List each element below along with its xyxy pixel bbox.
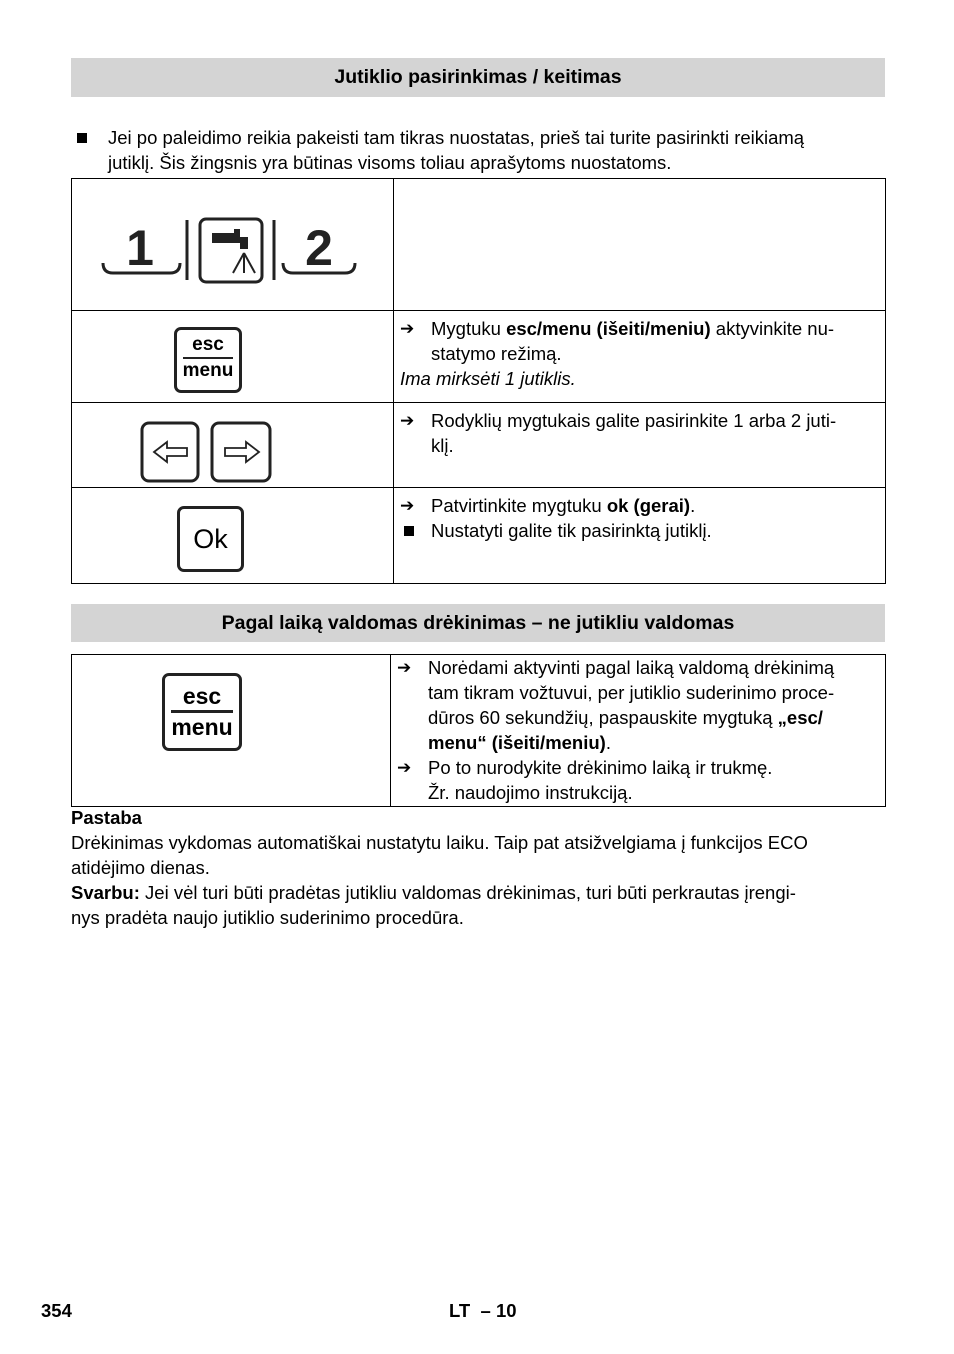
note-important: Svarbu: Jei vėl turi būti pradėtas jutikliu valdomas drėkinimas, turi būti perkrautas įrengi- xyxy=(71,882,796,903)
display-icon-cell xyxy=(72,179,394,311)
note-line-1: Drėkinimas vykdomas automatiškai nustatytu laiku. Taip pat atsižvelgiama į funkcijos ECO xyxy=(71,832,808,853)
note-block xyxy=(71,805,885,930)
footer-section-label: LT – 10 xyxy=(449,1300,517,1321)
intro-line-2: jutiklį. Šis žingsnis yra būtinas visoms toliau aprašytoms nuostatoms. xyxy=(108,152,672,173)
faucet-sprinkler-icon xyxy=(212,229,255,273)
ok-key-icon xyxy=(177,506,244,572)
sensor-display-icon xyxy=(100,215,360,285)
section-title-timed-watering: Pagal laiką valdomas drėkinimas – ne jutikliu valdomas xyxy=(71,604,885,642)
arrow-keys-icon xyxy=(140,421,274,485)
display-text-cell xyxy=(394,179,886,311)
note-line-4: nys pradėta naujo jutiklio suderinimo procedūra. xyxy=(71,907,464,928)
table-row xyxy=(72,403,886,488)
sensor-steps-table xyxy=(71,178,886,584)
note-line-2: atidėjimo dienas. xyxy=(71,857,210,878)
bullet-square xyxy=(77,133,87,143)
display-digit-1: 1 xyxy=(126,220,154,276)
arrow-left-key-icon xyxy=(142,423,198,481)
esc-label: esc xyxy=(182,683,222,709)
ok-label: Ok xyxy=(193,524,228,554)
arrow-keys-icon-cell xyxy=(72,403,394,488)
ok-text-cell: ➔ Patvirtinkite mygtuku ok (gerai). Nustatyti galite tik pasirinktą jutiklį. xyxy=(394,488,886,584)
intro-paragraph xyxy=(71,125,891,175)
table-row xyxy=(72,311,886,403)
arrow-right-icon: ➔ xyxy=(400,411,415,430)
section-title-sensor-selection: Jutiklio pasirinkimas / keitimas xyxy=(71,58,885,97)
note-heading: Pastaba xyxy=(71,807,142,828)
menu-label: menu xyxy=(171,714,233,740)
page-number: 354 xyxy=(41,1300,72,1321)
esc-menu-key-icon xyxy=(174,327,242,393)
ok-icon-cell xyxy=(72,488,394,584)
table-row xyxy=(72,655,886,807)
esc-menu-icon-cell xyxy=(72,655,391,807)
arrow-keys-text-cell: ➔ Rodyklių mygtukais galite pasirinkite 1 arba 2 juti- klį. xyxy=(394,403,886,488)
timed-watering-text-cell: ➔ Norėdami aktyvinti pagal laiką valdomą drėkinimą tam tikram vožtuvui, per jutiklio suderinimo proce- dūros 60 sekundžių, paspauskite mygtuką „esc/ menu“ (išeiti/meniu). ➔ Po to nurodykite drėkinimo laiką ir trukmę. Žr. naudojimo instrukciją. xyxy=(391,655,886,807)
arrow-right-icon: ➔ xyxy=(397,658,412,677)
arrow-right-key-icon xyxy=(212,423,270,481)
table-row xyxy=(72,488,886,584)
esc-menu-key-icon xyxy=(162,673,242,751)
esc-menu-icon-cell xyxy=(72,311,394,403)
esc-label: esc xyxy=(192,334,224,355)
arrow-right-icon: ➔ xyxy=(397,758,412,777)
arrow-right-icon: ➔ xyxy=(400,319,415,338)
bullet-square xyxy=(404,526,414,536)
esc-menu-text-cell: ➔ Mygtuku esc/menu (išeiti/meniu) aktyvinkite nu- statymo režimą. Ima mirksėti 1 jutiklis. xyxy=(394,311,886,403)
display-digit-2: 2 xyxy=(305,220,333,276)
arrow-right-icon: ➔ xyxy=(400,496,415,515)
blink-note: Ima mirksėti 1 jutiklis. xyxy=(400,368,576,389)
menu-label: menu xyxy=(182,360,234,381)
table-row xyxy=(72,179,886,311)
intro-line-1: Jei po paleidimo reikia pakeisti tam tikras nuostatas, prieš tai turite pasirinkti reikiamą xyxy=(108,127,805,148)
timed-watering-table xyxy=(71,654,886,807)
important-label: Svarbu: xyxy=(71,882,140,903)
